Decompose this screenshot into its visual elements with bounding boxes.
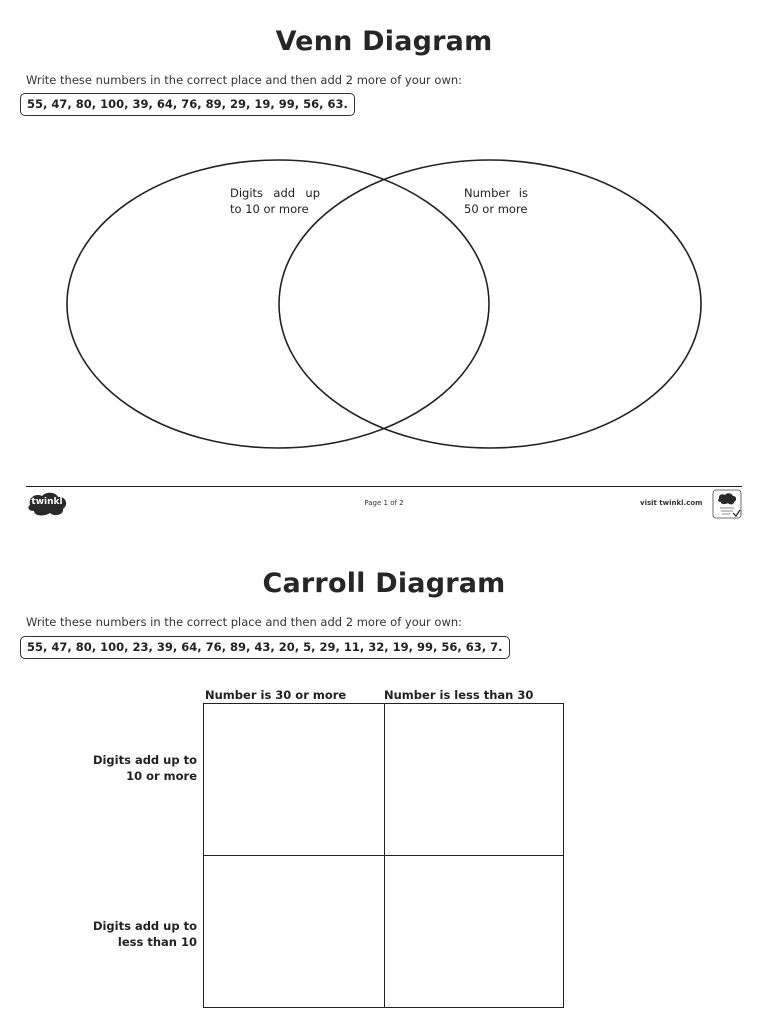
carroll-col-header-30-or-more: Number is 30 or more (205, 688, 347, 702)
carroll-instruction: Write these numbers in the correct place and then add 2 more of your own: (26, 615, 463, 629)
venn-left-label-2 (230, 201, 320, 217)
quality-standard-badge (712, 489, 742, 519)
venn-diagram (0, 150, 768, 460)
carroll-row1-line1: Digits add up to (92, 753, 197, 767)
carroll-row1-line2: 10 or more (126, 769, 197, 783)
carroll-row-header-less-than-10 (70, 918, 197, 950)
venn-right-label-line1: Number is (464, 186, 528, 200)
venn-right-label-2 (464, 201, 534, 217)
carroll-col-header-less-than-30: Number is less than 30 (384, 688, 534, 702)
carroll-grid-horizontal-divider (203, 855, 564, 856)
venn-right-label (464, 185, 528, 201)
page-number: Page 1 of 2 (364, 499, 404, 507)
carroll-row2-line1: Digits add up to (92, 919, 197, 933)
twinkl-logo-text: twinkl (31, 497, 63, 507)
footer-divider (26, 486, 742, 487)
venn-number-list: 55, 47, 80, 100, 39, 64, 76, 89, 29, 19, 99, 56, 63. (20, 93, 355, 116)
quality-badge-icon (712, 489, 742, 519)
venn-instruction: Write these numbers in the correct place and then add 2 more of your own: (26, 73, 463, 87)
carroll-number-list: 55, 47, 80, 100, 23, 39, 64, 76, 89, 43, 20, 5, 29, 11, 32, 19, 99, 56, 63, 7. (20, 636, 510, 659)
venn-left-label (230, 185, 320, 201)
carroll-row2-line2: less than 10 (117, 935, 197, 949)
carroll-title: Carroll Diagram (262, 568, 506, 599)
visit-link[interactable]: visit twinkl.com (640, 499, 703, 507)
venn-left-label-line1: Digits add up (230, 186, 320, 200)
venn-title: Venn Diagram (275, 26, 493, 57)
carroll-row-header-10-or-more (70, 752, 197, 784)
venn-right-label-line2: 50 or more (464, 202, 528, 216)
venn-left-label-line2: to 10 or more (230, 202, 309, 216)
